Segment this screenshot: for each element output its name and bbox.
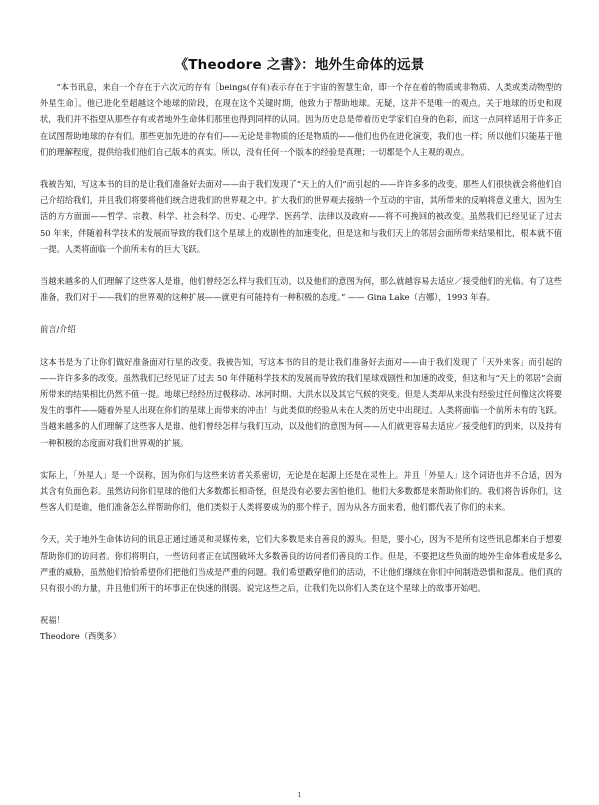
- quote-paragraph-3: 当越来越多的人们理解了这些客人是谁，他们曾经怎么样与我们互动，以及他们的意图为何，那么就越容易去适应／接受他们的光临。有了这些准备，我们对于——我们的世界观的这种扩展——就更有可能持有一种积极的态度。” —— Gina Lake（吉娜），1993 年春。: [40, 276, 562, 303]
- intro-paragraph-1: 这本书是为了让你们做好准备面对行星的改变。我被告知，写这本书的目的是让我们准备好去面对——由于我们发现了「天外来客」而引起的——许许多多的改变。虽然我们已经见证了过去 50 年伴随科学技术的发展而导致的我们星球戏剧性和加速的改变，但这和与“天上的邻居”会面所带来的结果相比仍然不值一提。地球已经经历过极移动、冰河时期、大洪水以及其它气候的突变。但是人类却从来没有经验过任何像这次将要发生的事件——随着外星人出现在你们的星球上而带来的冲击！与此类似的经验从未在人类的历史中出现过。人类将面临一个前所未有的飞跃。当越来越多的人们理解了这些客人是谁、他们曾经怎样与我们互动，以及他们的意图为何——人们就更容易去适应／接受他们的到来，以及持有一种积极的态度面对我们世界观的扩展。: [40, 356, 562, 448]
- section-heading: 前言/介绍: [40, 324, 76, 335]
- quote-paragraph-1: “本书讯息，来自一个存在于六次元的存有［beings(存有)表示存在于宇宙的智慧生命，即一个存在着的物质或非物质、人类或类动物型的外星生命］。他已进化至超越这个地球的阶段，在现在这个关键时期，他致力于帮助地球。无疑，这并不是唯一的观点。关于地球的历史和现状，我们并不指望从那些存有或者地外生命体们那里也得到同样的认同。因为历史总是带着历史学家们自身的色彩，而这一点同样适用于许多正在试图帮助地球的存有们。那些更加先进的存有们——无论是非物质的还是物质的——他们也仍在进化演变，我们也一样；所以他们只能基于他们的理解程度，提供给我们他们自己版本的真实。所以，没有任何一个版本的经验是真理；一切都是个人主观的观点。: [40, 82, 562, 157]
- signoff: [40, 612, 562, 644]
- page-title: 《Theodore 之書》：地外生命体的远景: [174, 57, 425, 73]
- intro-paragraph-2: 实际上，「外星人」是一个误称，因为你们与这些来访者关系密切，无论是在起源上还是在灵性上。并且「外星人」这个词语也并不合适，因为其含有负面色彩。虽然访问你们星球的他们大多数都长相奇怪，但是没有必要去害怕他们。他们大多数都是来帮助你们的。我们将告诉你们，这些客人们是谁，他们准备怎么样帮助你们，他们类似于人类将要成为的那个样子，因为从各方面来看，他们都代表了你们的未来。: [40, 469, 562, 513]
- intro-paragraph-3: 今天，关于地外生命体访问的讯息正通过通灵和灵媒传来，它们大多数是来自善良的源头。但是，要小心，因为不是所有这些讯息都来自于想要帮助你们的访问者。你们将明白，一些访问者正在试图破坏大多数善良的访问者们善良的工作。但是，不要把这些负面的地外生命体看成是多么严重的威胁，虽然他们恰恰希望你们把他们当成是严重的问题。我们希望戳穿他们的活动，不让他们继续在你们中间制造恐惧和混乱。他们真的只有很小的力量，并且他们所干的坏事正在快速的削弱。说完这些之后，让我们先以你们人类在这个星球上的故事开始吧。: [40, 534, 562, 594]
- quote-paragraph-2: 我被告知，写这本书的目的是让我们准备好去面对——由于我们发现了“天上的人们”而引起的——许许多多的改变。那些人们很快就会将他们自己介绍给我们，并且我们将要将他们统合进我们的世界观之中。扩大我们的世界观去接纳一个互动的宇宙，其所带来的反响将意义重大，因为生活的方方面面——哲学、宗教、科学、社会科学、历史、心理学、医药学、法律以及政府——将不可挽回的被改变。虽然我们已经见证了过去 50 年来，伴随着科学技术的发展而导致的我们这个星球上的戏剧性的加速变化，但是这和与我们天上的邻居会面所带来结果相比，根本就不值一提。人类将面临一个前所未有的巨大飞跃。: [40, 179, 562, 254]
- page-number: 1: [297, 792, 302, 799]
- signoff-name: Theodore（西奥多）: [40, 631, 121, 642]
- document-body: [40, 79, 562, 644]
- signoff-greeting: 祝福！: [40, 615, 65, 626]
